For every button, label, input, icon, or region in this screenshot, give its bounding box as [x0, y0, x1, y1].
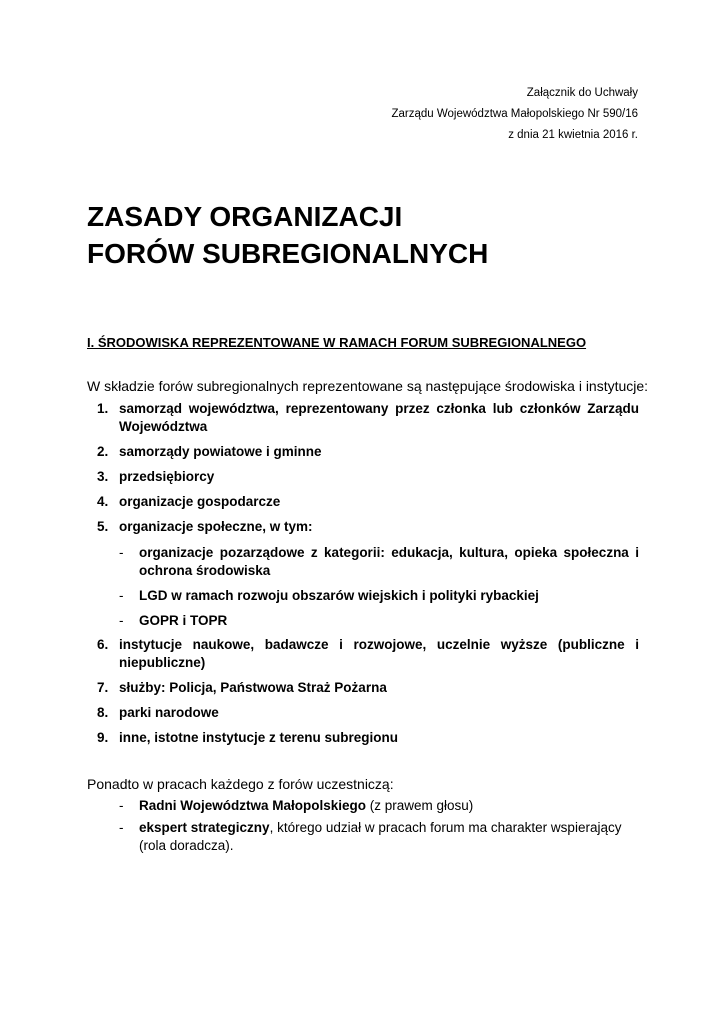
list-item: [87, 400, 639, 436]
list-number: 1.: [97, 401, 109, 416]
list-item: [87, 518, 639, 536]
list-text: organizacje społeczne, w tym:: [119, 519, 313, 534]
dash-marker: -: [119, 588, 124, 603]
participant-note: , którego udział w pracach forum ma charakter wspierający (rola doradcza).: [139, 820, 622, 853]
sublist-item: [119, 612, 639, 630]
list-number: 9.: [97, 730, 109, 745]
sublist-text: organizacje pozarządowe z kategorii: edukacja, kultura, opieka społeczna i ochrona środowiska: [139, 545, 639, 578]
list-text: instytucje naukowe, badawcze i rozwojowe, uczelnie wyższe (publiczne i niepubliczne): [119, 637, 639, 670]
section-heading: I. ŚRODOWISKA REPREZENTOWANE W RAMACH FORUM SUBREGIONALNEGO: [87, 335, 587, 350]
document-title: [87, 198, 488, 272]
list-text: samorząd województwa, reprezentowany przez członka lub członków Zarządu Województwa: [119, 401, 639, 434]
title-line-1: ZASADY ORGANIZACJI: [87, 201, 403, 232]
list-text: parki narodowe: [119, 705, 219, 720]
sublist-item: [119, 587, 639, 605]
sublist-text: LGD w ramach rozwoju obszarów wiejskich i polityki rybackiej: [139, 588, 539, 603]
list-number: 7.: [97, 680, 109, 695]
list-number: 2.: [97, 444, 109, 459]
participant-item: [119, 819, 639, 855]
list-number: 3.: [97, 469, 109, 484]
dash-marker: -: [119, 820, 124, 835]
list-item: [87, 704, 639, 722]
dash-marker: -: [119, 613, 124, 628]
list-number: 5.: [97, 519, 109, 534]
list-text: organizacje gospodarcze: [119, 494, 281, 509]
list-number: 8.: [97, 705, 109, 720]
social-organizations-sublist: [119, 544, 639, 637]
dash-marker: -: [119, 545, 124, 560]
list-item: [87, 493, 639, 511]
annex-line-1: Załącznik do Uchwały: [526, 87, 638, 99]
participants-list: [119, 797, 639, 859]
participant-item: [119, 797, 639, 815]
list-text: przedsiębiorcy: [119, 469, 215, 484]
participant-note: (z prawem głosu): [366, 798, 474, 813]
institution-list-part2: [87, 636, 639, 754]
participant-name: ekspert strategiczny: [139, 820, 270, 835]
list-item: [87, 679, 639, 697]
list-text: służby: Policja, Państwowa Straż Pożarna: [119, 680, 387, 695]
annex-note: [391, 83, 638, 146]
list-item: [87, 729, 639, 747]
participant-name: Radni Województwa Małopolskiego: [139, 798, 367, 813]
sublist-item: [119, 544, 639, 580]
list-item: [87, 636, 639, 672]
annex-line-2: Zarządu Województwa Małopolskiego Nr 590/16: [391, 108, 638, 120]
title-line-2: FORÓW SUBREGIONALNYCH: [87, 238, 489, 269]
annex-line-3: z dnia 21 kwietnia 2016 r.: [508, 129, 638, 141]
section-intro: W składzie forów subregionalnych reprezentowane są następujące środowiska i instytucje:: [87, 378, 649, 394]
institution-list-part1: [87, 400, 639, 543]
list-item: [87, 443, 639, 461]
sublist-text: GOPR i TOPR: [139, 613, 228, 628]
list-text: inne, istotne instytucje z terenu subregionu: [119, 730, 399, 745]
participants-intro: Ponadto w pracach każdego z forów uczestniczą:: [87, 776, 394, 792]
list-text: samorządy powiatowe i gminne: [119, 444, 322, 459]
list-item: [87, 468, 639, 486]
dash-marker: -: [119, 798, 124, 813]
list-number: 4.: [97, 494, 109, 509]
list-number: 6.: [97, 637, 109, 652]
